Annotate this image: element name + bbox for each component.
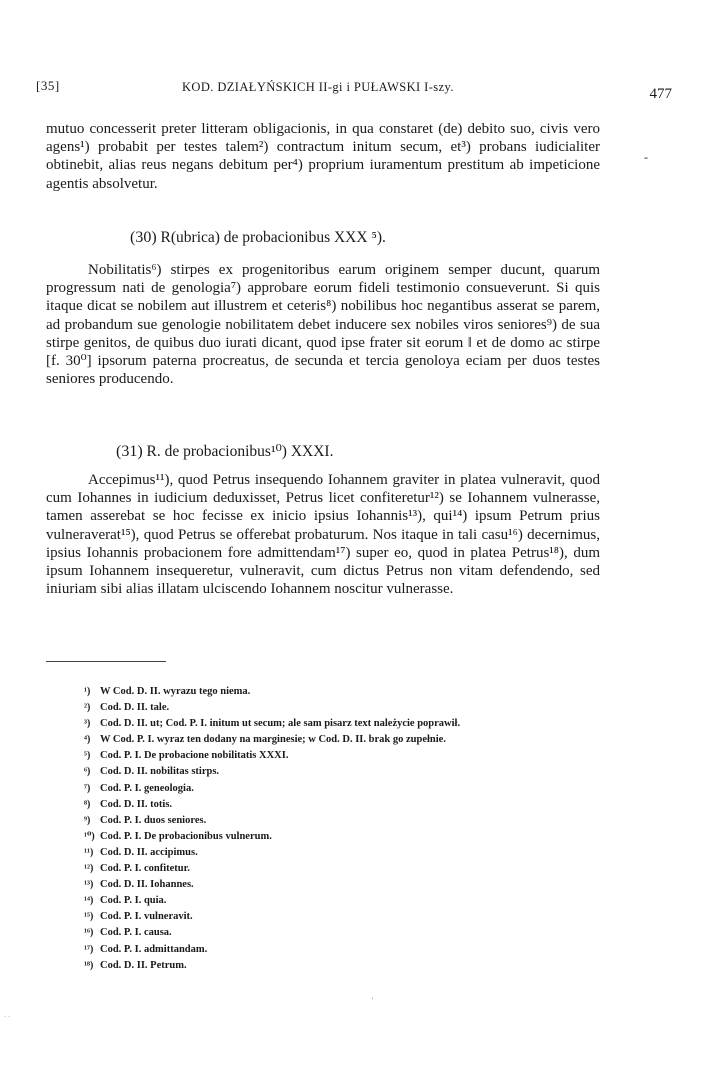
footnote-text: W Cod. D. II. wyrazu tego niema. [100,686,251,697]
footnote-mark: ⁵) [84,750,91,762]
footnote-mark: ⁶) [84,766,91,778]
footnote-mark: ¹⁷) [84,943,94,955]
footnote-item [84,942,684,958]
footnote-text: Cod. D. II. Petrum. [100,959,187,971]
footnote-mark: ⁷) [84,782,91,794]
footnote-item [84,829,684,845]
footnote-mark: ³) [84,718,91,730]
footnote-mark: ⁴) [84,734,91,746]
footnote-text: Cod. D. II. totis. [100,798,173,810]
footnote-mark: ¹³) [84,879,94,891]
intro-paragraph [46,120,600,193]
footnote-mark: ¹¹) [84,846,94,858]
footnote-text: Cod. P. I. vulneravit. [100,911,193,923]
footnote-mark: ¹⁰) [84,830,95,842]
footnote-item [84,781,684,797]
footnote-item [84,877,684,893]
footnote-item [84,732,684,748]
footnote-item [84,700,684,716]
header-title: KOD. DZIAŁYŃSKICH II-gi i PUŁAWSKI I-szy. [182,80,454,94]
footnote-text: Cod. D. II. nobilitas stirps. [100,766,220,778]
footnote-item [84,845,684,861]
section-title-30: R(ubrica) de probacionibus XXX ⁵). [156,229,386,246]
footnote-item [84,893,684,909]
scan-speck: . . [4,1010,10,1019]
running-header [36,76,676,100]
section-title-31: R. de probacionibus¹⁰) XXXI. [142,443,334,460]
footnote-mark: ¹²) [84,863,94,875]
section-number-30: (30) [130,229,157,246]
section-paragraph-30 [46,261,600,388]
footnote-text: Cod. P. I. geneologia. [100,782,194,794]
footnote-text: Cod. P. I. duos seniores. [100,814,207,826]
footnote-mark: ¹⁸) [84,959,94,971]
footnote-item [84,748,684,764]
footnote-item [84,764,684,780]
footnote-text: Cod. P. I. causa. [100,927,172,939]
footnote-mark: ¹) [84,686,91,697]
footnote-text: Cod. P. I. De probacione nobilitatis XXXI. [100,750,289,762]
section-text-31: Accepimus¹¹), quod Petrus insequendo Iohannem graviter in platea vulneravit, quod cum Iohannes in iudicium deduxisset, Petrus licet confiteretur¹²) se Iohannem vulnerasse, tamen asserebat se hoc fecisse ex inicio ipsius Iohannis¹³), qui¹⁴) ipsum Petrum prius vulneraverat¹⁵), quod Petrus se offerebat probaturum. Nos itaque in tali casu¹⁶) decernimus, ipsius Iohannis probacionem fore admittendam¹⁷) super eo, quod in platea Petrus¹⁸), dum ipsum Iohannem insequeretur, vulneravit, cum dictus Petrus non vitam defendendo, sed iniuriam sibi alias illatam ulciscendo Iohannem noscitur vulnerasse. [46,472,600,598]
footnote-item [84,861,684,877]
margin-dot: - [644,150,648,164]
intro-text: mutuo concesserit preter litteram obligacionis, in qua constaret (de) debito suo, civis vero agens¹) probabit per testes talem²) contractum initum secum, et³) probans iudicialiter obtinebit, alias reus negans debitum per⁴) proprium iuramentum prestitum ab impeticione agentis absolvetur. [46,121,600,192]
scan-speck: ' [372,996,374,1005]
footnote-text: Cod. D. II. tale. [100,702,170,714]
footnote-item [84,925,684,941]
footnote-text: Cod. P. I. confitetur. [100,863,190,875]
footnote-item [84,909,684,925]
section-heading-31 [116,442,670,462]
footnote-item [84,797,684,813]
footnote-item [84,716,684,732]
page-number: 477 [649,86,672,102]
footnote-mark: ¹⁵) [84,911,94,923]
footnote-mark: ¹⁴) [84,895,94,907]
footnote-item [84,813,684,829]
footnote-item [84,958,684,974]
footnote-mark: ⁹) [84,814,91,826]
footnote-text: Cod. D. II. accipimus. [100,846,198,858]
footnote-text: Cod. P. I. De probacionibus vulnerum. [100,830,272,842]
footnote-mark: ⁸) [84,798,91,810]
footnote-text: Cod. P. I. quia. [100,895,167,907]
section-heading-30 [130,228,684,248]
section-text-30: Nobilitatis⁶) stirpes ex progenitoribus earum originem semper ducunt, quarum progressum nati de genologia⁷) approbare eorum fideli testimonio consueverunt. Si quis itaque dicat se nobilem aut illustrem et ceteris⁸) nobilibus hoc negantibus asserat se parem, ad probandum sue genologie nobilitatem debet inducere sex nobiles viros seniores⁹) de sua stirpe genitos, de quibus duo iurati dicant, quod ipse frater sit eorum ‖ et de domo ac stirpe [f. 30⁰] ipsorum paterna procreatus, de secunda et tercia genoloya eciam per duos testes seniores producendo. [46,262,600,388]
footnote-text: W Cod. P. I. wyraz ten dodany na marginesie; w Cod. D. II. brak go zupełnie. [100,734,446,746]
footnote-item [84,684,684,700]
footnote-mark: ²) [84,702,91,714]
footnote-text: Cod. D. II. ut; Cod. P. I. initum ut secum; ale sam pisarz text należycie poprawił. [100,718,461,730]
header-section-marker: [35] [36,78,60,93]
footnote-text: Cod. D. II. Iohannes. [100,879,194,891]
footnote-divider [46,661,166,662]
footnote-mark: ¹⁶) [84,927,94,939]
footnotes-list [84,684,684,974]
section-paragraph-31 [46,471,600,598]
footnote-text: Cod. P. I. admittandam. [100,943,208,955]
section-number-31: (31) [116,443,143,460]
